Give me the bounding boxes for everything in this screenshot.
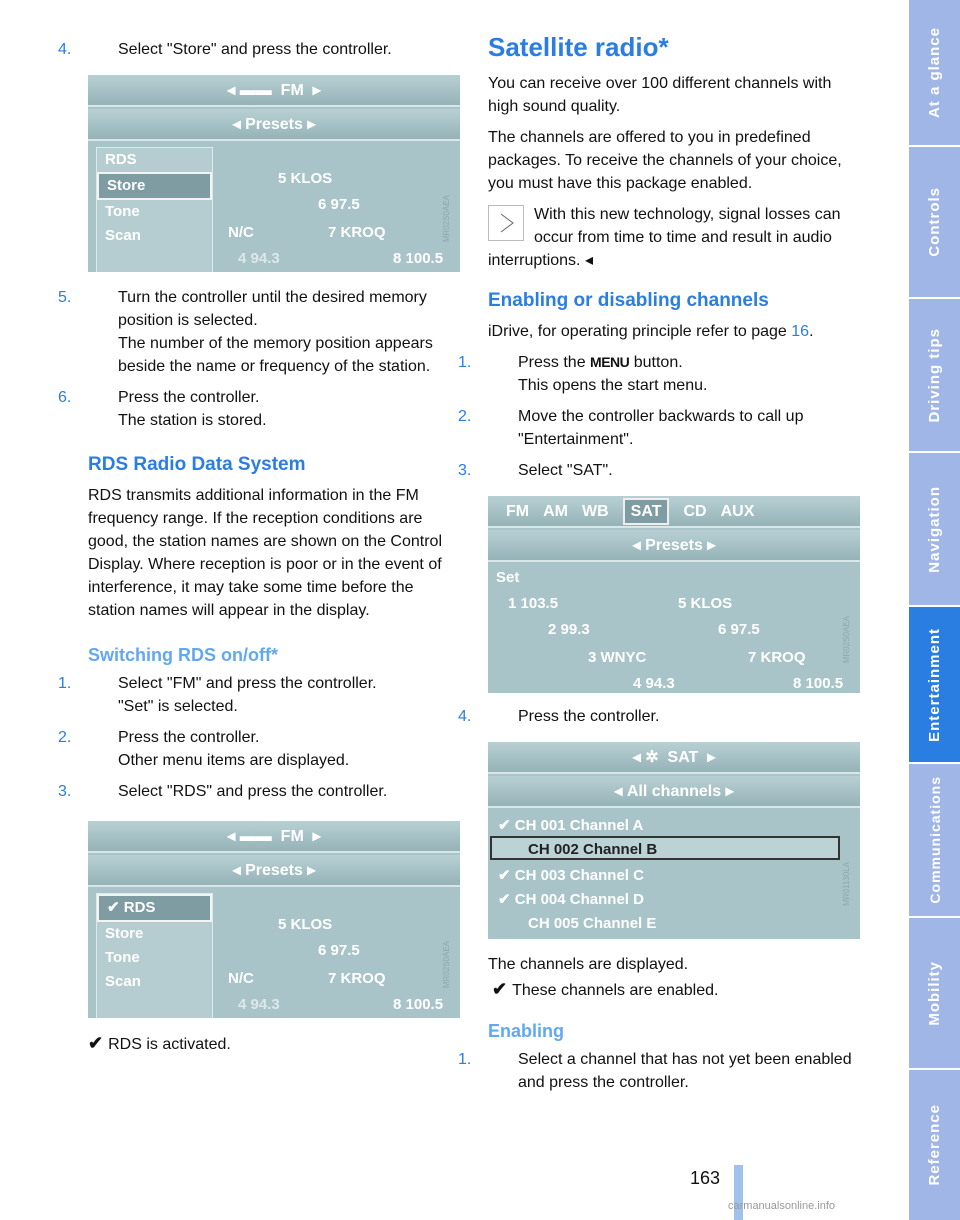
preset-row: 5 KLOS [278, 916, 333, 933]
enable-step-3: 3. Select "SAT". [458, 462, 613, 479]
switch-rds-heading: Switching RDS on/off* [88, 645, 278, 665]
sidebar-item-communications[interactable]: Communications [909, 764, 960, 918]
preset-row: 1 103.5 [508, 595, 559, 612]
preset-row: 2 99.3 [548, 621, 590, 638]
sidebar-item-navigation[interactable]: Navigation [909, 453, 960, 607]
end-marker-icon: ◂ [580, 252, 593, 269]
preset-row-partial: 4 94.3 [238, 250, 280, 267]
preset-row: 7 KROQ [328, 970, 386, 987]
image-code: MR01130LA [842, 862, 851, 906]
tab-cd: CD [683, 502, 707, 520]
screen-menu [96, 893, 213, 1018]
check-icon: ✔ [498, 867, 515, 884]
rds-paragraph: RDS transmits additional information in the FM frequency range. If the reception conditions are good, the station names are shown on the Control Display. Where reception is poor or in the event of interference, it may take some time before the station names will appear in the display. [88, 487, 442, 619]
preset-row: 8 100.5 [393, 250, 444, 267]
step-4: 4. Select "Store" and press the controller. [58, 41, 392, 58]
preset-row: 6 97.5 [318, 942, 360, 959]
channel-row: ✔ CH 001 Channel A [498, 817, 644, 834]
screen-top-bar: ◂ ▬▬ FM ▸ [88, 821, 460, 853]
preset-row-partial: 4 94.3 [238, 996, 280, 1013]
idrive-screen-sat-channels [488, 742, 860, 939]
tab-sat: SAT [623, 498, 670, 525]
preset-row: 8 100.5 [393, 996, 444, 1013]
menu-store: Store [105, 925, 144, 942]
preset-row: 6 97.5 [318, 196, 360, 213]
satellite-radio-title: Satellite radio* [488, 32, 669, 62]
enable-step-1: 1. Press the MENU button. This opens the start menu. [458, 354, 708, 394]
preset-row: 5 KLOS [678, 595, 733, 612]
menu-scan: Scan [105, 227, 141, 244]
step-6: 6. Press the controller. The station is stored. [58, 389, 267, 429]
sidebar-item-entertainment[interactable]: Entertainment [909, 607, 960, 764]
screen-presets-bar: ◂ Presets ▸ [488, 530, 860, 562]
channel-row: ✔ CH 004 Channel D [498, 891, 644, 908]
step-5: 5. Turn the controller until the desired memory position is selected. The number of the memory position appears beside the name or frequency of the station. [58, 289, 433, 375]
warning-note: With this new technology, signal losses can occur from time to time and result in audio interruptions. ◂ [488, 206, 841, 269]
screen-top-bar: ◂ ✲ SAT ▸ [488, 742, 860, 774]
preset-row: 3 WNYC [588, 649, 647, 666]
image-code: MR02S0AEA [442, 941, 451, 989]
tab-am: AM [543, 502, 568, 520]
channel-row: CH 005 Channel E [528, 915, 657, 932]
menu-rds: ✔ RDS [97, 894, 212, 922]
footer-watermark: carmanualsonline.info [728, 1200, 836, 1212]
check-icon: ✔ [107, 899, 124, 916]
sidebar-item-driving-tips[interactable]: Driving tips [909, 299, 960, 453]
enabling-heading: Enabling [488, 1021, 564, 1041]
switch-step-2: 2. Press the controller. Other menu items are displayed. [58, 729, 350, 769]
rds-heading: RDS Radio Data System [88, 454, 306, 475]
idrive-screen-store [88, 75, 460, 272]
channel-row: ✔ CH 003 Channel C [498, 867, 644, 884]
switch-step-3: 3. Select "RDS" and press the controller. [58, 783, 388, 800]
preset-row: 7 KROQ [328, 224, 386, 241]
sidebar-item-controls[interactable]: Controls [909, 147, 960, 299]
menu-scan: Scan [105, 973, 141, 990]
idrive-screen-rds [88, 821, 460, 1018]
tab-wb: WB [582, 502, 609, 520]
menu-button-icon: MENU [590, 354, 630, 370]
image-code: MR02S0AEA [442, 195, 451, 243]
channels-enabled-note: ✔ These channels are enabled. [492, 979, 719, 999]
left-column [58, 38, 463, 1064]
preset-row: 6 97.5 [718, 621, 760, 638]
preset-row: 7 KROQ [748, 649, 806, 666]
enable-step-2: 2. Move the controller backwards to call up "Entertainment". [458, 408, 804, 448]
warning-icon [488, 205, 524, 241]
switch-step-1: 1. Select "FM" and press the controller. "Set" is selected. [58, 675, 377, 715]
preset-row-partial: N/C [228, 970, 254, 987]
screen-menu [96, 147, 213, 272]
menu-store: Store [97, 172, 212, 200]
rds-activated-note: ✔ RDS is activated. [88, 1033, 231, 1053]
idrive-screen-sat-select [488, 496, 860, 693]
check-icon: ✔ [88, 1033, 109, 1053]
preset-row: 5 KLOS [278, 170, 333, 187]
set-label: Set [496, 569, 520, 586]
menu-rds: RDS [105, 151, 137, 168]
channel-row-selected: CH 002 Channel B [490, 836, 840, 860]
page-number: 163 [690, 1168, 721, 1188]
screen-sub-bar: ◂ All channels ▸ [488, 776, 860, 808]
idrive-reference: iDrive, for operating principle refer to page 16. [488, 323, 814, 340]
intro-paragraph-1: You can receive over 100 different channels with high sound quality. [488, 75, 832, 115]
enable-heading: Enabling or disabling channels [488, 290, 769, 311]
check-icon: ✔ [498, 891, 515, 908]
preset-row: 4 94.3 [633, 675, 675, 692]
screen-presets-bar: ◂ Presets ▸ [88, 109, 460, 141]
menu-tone: Tone [105, 203, 140, 220]
screen-presets-bar: ◂ Presets ▸ [88, 855, 460, 887]
channels-displayed: The channels are displayed. [488, 956, 689, 973]
tab-aux: AUX [720, 502, 755, 520]
chapter-sidebar [909, 0, 960, 1220]
sidebar-item-at-a-glance[interactable]: At a glance [909, 0, 960, 147]
right-column [458, 30, 860, 1102]
enabling-step-1: 1. Select a channel that has not yet been enabled and press the controller. [458, 1051, 852, 1091]
page-link[interactable]: 16 [791, 323, 810, 340]
preset-row: 8 100.5 [793, 675, 844, 692]
menu-tone: Tone [105, 949, 140, 966]
screen-top-bar: ◂ ▬▬ FM ▸ [88, 75, 460, 107]
preset-row-partial: N/C [228, 224, 254, 241]
intro-paragraph-2: The channels are offered to you in predefined packages. To receive the channels of your choice, you must have this package enabled. [488, 129, 842, 192]
check-icon: ✔ [498, 817, 515, 834]
sidebar-item-mobility[interactable]: Mobility [909, 918, 960, 1070]
tab-fm: FM [506, 502, 530, 520]
sidebar-item-reference[interactable]: Reference [926, 1104, 943, 1186]
check-icon: ✔ [492, 979, 513, 999]
source-tabs [488, 496, 860, 528]
image-code: MR02S0AEA [842, 616, 851, 664]
enable-step-4: 4. Press the controller. [458, 708, 660, 725]
